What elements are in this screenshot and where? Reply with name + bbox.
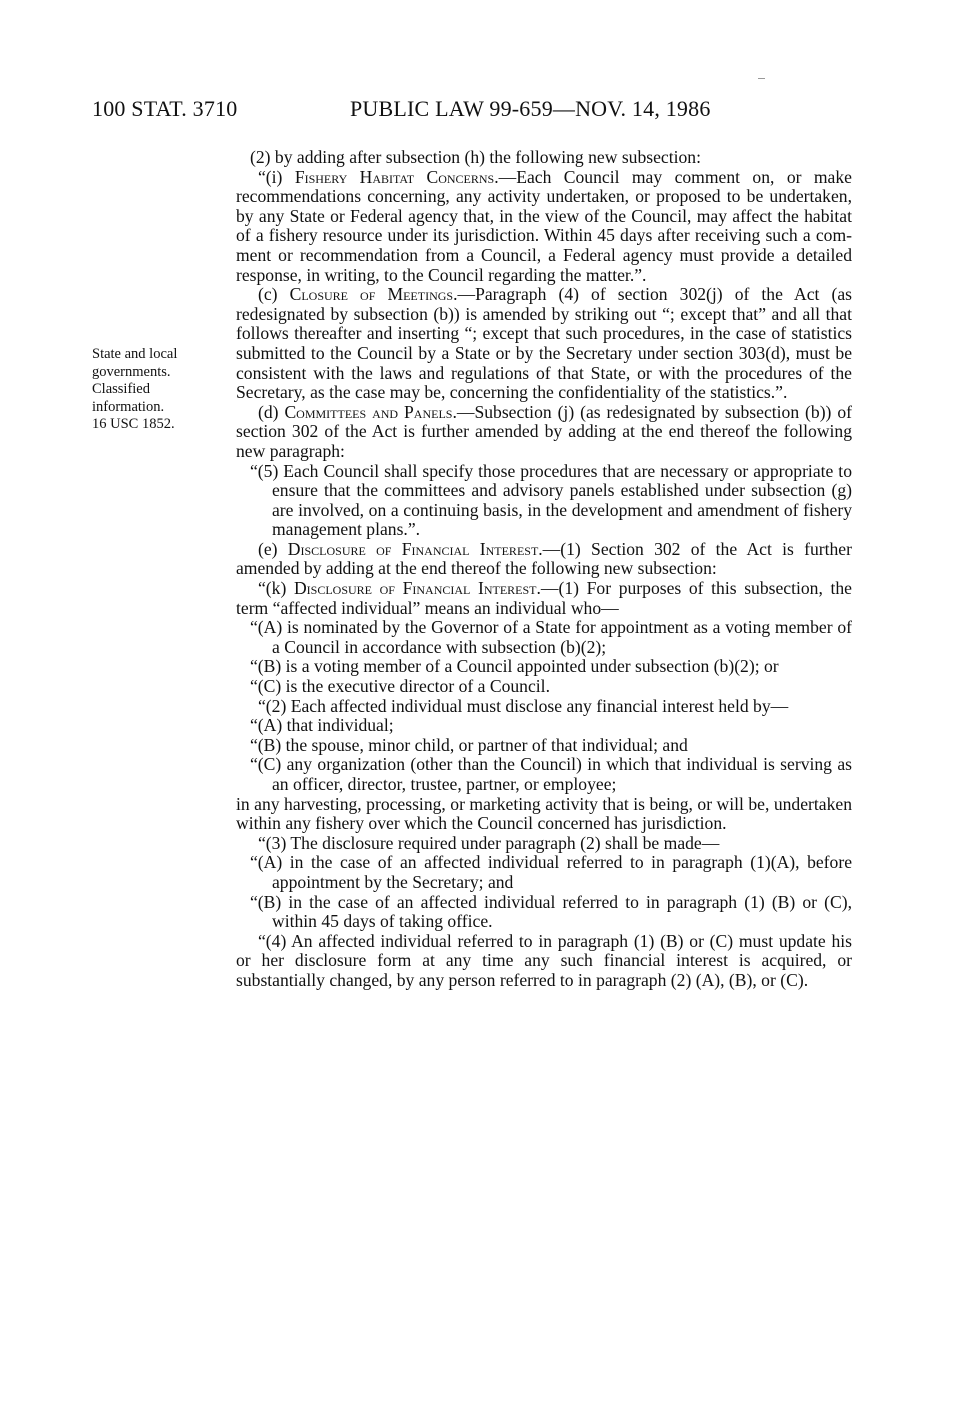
subsection-d [236, 403, 852, 462]
subsection-k [236, 579, 852, 618]
clause-k2a: “(A) that individual; [250, 715, 394, 736]
subsection-d-text: .—Subsection (j) (as redesignated by subsection (b)) of section 302 of the Act is further amended by adding at the end thereof the following new paragraph: [236, 401, 852, 461]
margin-note-line: governments. [92, 363, 171, 380]
subsection-e-prefix: (e) [258, 538, 288, 559]
subsection-k-text: .—(1) For purposes of this subsection, the term “affected individual” means an individual who— [236, 578, 852, 618]
paragraph-2: (2) by adding after subsection (h) the following new subsection: [250, 147, 701, 167]
subsection-e-heading: Disclosure of Financial Interest [287, 538, 539, 559]
paragraph-k4: “(4) An affected individual referred to in paragraph (1) (B) or (C) must update his or her disclosure form at any time any such financial interest is acquired, or substantially changed, by any person referred to in paragraph (2) (A), (B), or (C). [236, 930, 852, 990]
subsection-c-heading: Closure of Meetings [289, 284, 454, 305]
paragraph-k2-tail: in any harvesting, processing, or marketing activity that is being, or will be, undertaken within any fishery over which the Council concerned has jurisdiction. [236, 793, 852, 834]
paragraph-k3: “(3) The disclosure required under paragraph (2) shall be made— [258, 832, 720, 853]
margin-note-line: 16 USC 1852. [92, 416, 175, 432]
page-reference: 100 STAT. 3710 [92, 96, 238, 121]
statute-text [236, 148, 852, 991]
law-title: PUBLIC LAW 99-659—NOV. 14, 1986 [350, 96, 711, 121]
clause-k2b: “(B) the spouse, minor child, or partner of that individual; and [250, 734, 688, 755]
clause-k1b: “(B) is a voting member of a Council appointed under subsection (b)(2); or [250, 656, 779, 677]
margin-note-line: Classified [92, 381, 150, 397]
paragraph-k2: “(2) Each affected individual must disclose any financial interest held by— [258, 695, 789, 716]
subsection-k-heading: Disclosure of Financial Interest [293, 578, 537, 599]
margin-note [92, 346, 222, 434]
subsection-i [236, 168, 852, 286]
page-header [0, 96, 953, 132]
margin-note-line: information. [92, 398, 165, 415]
scan-speck [758, 78, 765, 79]
subsection-c-text: .—Paragraph (4) of section 302(j) of the Act (as redesignated by subsection (b)) is amended by striking out “; except that” and all that follows thereafter and inserting “; except that such procedures, in the case of statistics submitted to the Council by a State or by the Secretary under section 303(d), must be consistent with the laws and regulations of that State, or with the procedures of the Secretary, as the case may be, concerning the confidentiality of the statistics.”. [236, 284, 852, 403]
clause-k3a: “(A) in the case of an affected individual referred to in paragraph (1)(A), before appointment by the Secretary; and [250, 852, 852, 892]
subsection-c-prefix: (c) [258, 284, 290, 305]
clause-k3b: “(B) in the case of an affected individual referred to in paragraph (1) (B) or (C), within 45 days of taking office. [250, 891, 852, 932]
subsection-e-text: .—(1) Section 302 of the Act is further amended by adding at the end thereof the following new subsection: [236, 538, 852, 579]
paragraph-d5: “(5) Each Council shall specify those procedures that are necessary or appropriate to ensure that the committees and advisory panels established under subsection (g) are involved, on a continuing basis, in the development and amendment of fishery management plans.”. [250, 460, 852, 540]
subsection-c [236, 285, 852, 403]
clause-k1a: “(A) is nominated by the Governor of a State for appointment as a voting member of a Council in accordance with subsection (b)(2); [250, 617, 852, 657]
clause-k1c: “(C) is the executive director of a Council. [250, 676, 550, 697]
subsection-i-prefix: “(i) [258, 166, 295, 187]
subsection-i-text: .—Each Council may comment on, or make recommendations concerning, any activity undertaken, or proposed to be undertaken, by any State or Federal agency that, in the view of the Council, may affect the habitat of a fishery resource under its jurisdiction. Within 45 days after receiving such a comment or recommendation from a Council, a Federal agency must provide a detailed response, in writing, to the Council regarding the matter.”. [236, 166, 852, 285]
clause-k2c: “(C) any organization (other than the Council) in which that individual is serving as an officer, director, trustee, partner, or employee; [250, 754, 852, 794]
subsection-i-heading: Fishery Habitat Concerns [294, 166, 495, 187]
subsection-d-heading: Committees and Panels [284, 401, 453, 422]
subsection-e [236, 540, 852, 579]
subsection-d-prefix: (d) [258, 401, 285, 422]
margin-note-line: State and local [92, 346, 178, 362]
subsection-k-prefix: “(k) [258, 578, 294, 599]
